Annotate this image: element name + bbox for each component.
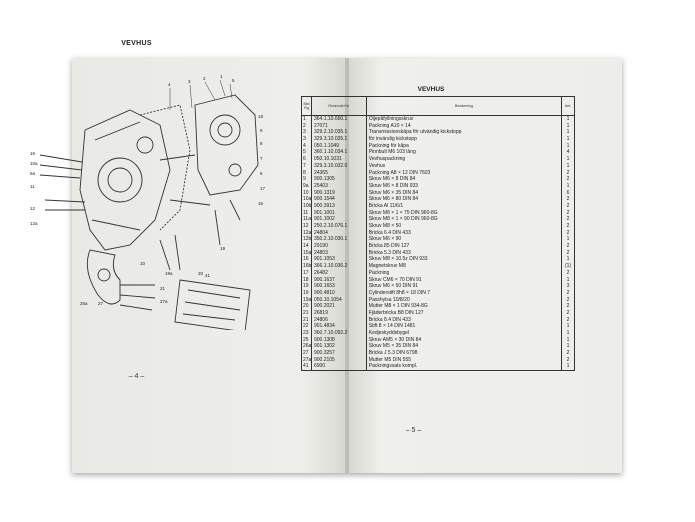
table-row bbox=[302, 250, 574, 257]
row-qty: 2 bbox=[566, 350, 570, 357]
header-name: Benämning bbox=[367, 97, 562, 115]
svg-text:27: 27 bbox=[98, 301, 104, 306]
svg-text:12: 12 bbox=[30, 206, 36, 211]
table-row bbox=[302, 223, 574, 230]
left-page-title: VEVHUS bbox=[121, 40, 152, 47]
row-number: 350.2.10.030.1 bbox=[312, 236, 367, 243]
table-row bbox=[302, 203, 574, 210]
svg-text:5: 5 bbox=[232, 78, 235, 83]
table-row bbox=[302, 176, 574, 183]
row-qty: 1 bbox=[566, 343, 570, 350]
row-pos: 14 bbox=[302, 243, 312, 250]
row-qty: 2 bbox=[566, 223, 570, 229]
row-name: Passhylsa 10/8/20 bbox=[367, 297, 562, 304]
row-name: Skruv M6 × 8 DIN 933 bbox=[367, 183, 562, 190]
svg-text:26a: 26a bbox=[80, 301, 88, 306]
row-number: 26482 bbox=[312, 270, 367, 277]
row-number: 900.3257 bbox=[312, 350, 367, 357]
row-pos: 17 bbox=[302, 270, 312, 277]
row-name: Bricka 8.4 DIN 433 bbox=[367, 317, 562, 324]
row-qty: 2 bbox=[566, 249, 570, 256]
row-number: 329.2.10.035.1 bbox=[312, 129, 367, 136]
table-header bbox=[302, 97, 574, 116]
row-qty: 2 bbox=[566, 296, 570, 303]
row-name: Skruv M6 × 90 bbox=[367, 236, 562, 243]
row-pos: 8 bbox=[302, 170, 312, 177]
row-name: Mutter M5 DIN 555 bbox=[367, 357, 562, 364]
table-row bbox=[302, 190, 574, 197]
row-pos: 11 bbox=[302, 210, 312, 217]
svg-text:19a: 19a bbox=[165, 271, 173, 276]
table-row bbox=[302, 143, 574, 150]
svg-text:41: 41 bbox=[205, 273, 211, 278]
row-qty: 1 bbox=[566, 276, 570, 283]
row-name: Magnetskruv M8 bbox=[367, 263, 562, 270]
row-name: Cylinderstift 8h8 × 18 DIN 7 bbox=[367, 290, 562, 297]
row-number: 24365 bbox=[312, 170, 367, 177]
row-pos: 1 bbox=[302, 116, 312, 123]
row-qty: 1 bbox=[566, 136, 570, 143]
row-name: Skruv M8 × 1 × 75 DIN 960-8G bbox=[367, 210, 562, 217]
row-name: Skruv CM6 × 70 DIN 91 bbox=[367, 277, 562, 284]
row-name: Packning A10 × 14 bbox=[367, 123, 562, 130]
svg-text:3: 3 bbox=[188, 79, 191, 84]
svg-text:9a: 9a bbox=[30, 171, 36, 176]
row-name: Bricka 85 DIN 127 bbox=[367, 243, 562, 250]
row-qty: 2 bbox=[566, 169, 570, 176]
row-name: Skruv M8 × 10.5z DIN 933 bbox=[367, 256, 562, 263]
row-name: Skruv M6 × 50 DIN 91 bbox=[367, 283, 562, 290]
row-qty: 1 bbox=[566, 363, 570, 370]
row-number: 27071 bbox=[312, 123, 367, 130]
row-qty: 2 bbox=[566, 176, 570, 183]
row-name: Transmissionskåpa för utvändig kickstopp bbox=[367, 129, 562, 136]
row-pos: 18 bbox=[302, 277, 312, 284]
table-row bbox=[302, 136, 574, 143]
row-number: 901.1001 bbox=[312, 210, 367, 217]
row-name: Mutter M8 × 1 DIN 934-8G bbox=[367, 303, 562, 310]
right-page-title: VEVHUS bbox=[417, 86, 445, 93]
row-pos: 12b bbox=[303, 236, 312, 243]
row-number: 900.1653 bbox=[312, 283, 367, 290]
table-row bbox=[302, 337, 574, 344]
row-pos: 5 bbox=[302, 149, 312, 156]
row-name: Skruv M6 × 8 DIN 84 bbox=[367, 176, 562, 183]
row-name: Bricka J 5.3 DIN 6798 bbox=[367, 350, 562, 357]
row-pos: 19 bbox=[302, 290, 312, 297]
row-qty: 4 bbox=[566, 149, 570, 156]
row-pos: 4 bbox=[302, 143, 312, 150]
svg-text:20: 20 bbox=[198, 271, 204, 276]
row-name: Pinnbult M6 103 lång bbox=[367, 149, 562, 156]
row-number: 366.1.10.036.2 bbox=[312, 263, 367, 270]
row-number: 901.4834 bbox=[312, 323, 367, 330]
row-qty: 1 bbox=[566, 330, 570, 336]
table-row bbox=[302, 283, 574, 290]
row-pos: 7 bbox=[302, 163, 312, 170]
row-pos: 23 bbox=[302, 330, 312, 337]
row-qty: 2 bbox=[566, 303, 570, 310]
table-row bbox=[302, 230, 574, 237]
table-row bbox=[302, 243, 574, 250]
row-name: Skruv M6 × 80 DIN 84 bbox=[367, 196, 562, 203]
row-pos: 11a bbox=[303, 216, 311, 223]
table-row bbox=[302, 270, 574, 277]
row-pos: 15a bbox=[303, 249, 312, 256]
row-number: 24806 bbox=[312, 317, 367, 324]
row-pos: 41 bbox=[302, 363, 312, 370]
row-name: Vevhuspackning bbox=[367, 156, 562, 163]
row-number: 250.2.10.076.1 bbox=[312, 223, 367, 230]
row-qty: 2 bbox=[566, 289, 570, 296]
row-pos: 21 bbox=[302, 317, 312, 324]
row-name: Bricka 5.3 DIN 433 bbox=[367, 250, 562, 257]
row-name: Skruv M5 × 35 DIN 84 bbox=[367, 343, 562, 350]
row-name: Fjäderbricka B8 DIN 127 bbox=[367, 310, 562, 317]
row-pos: 10b bbox=[303, 202, 312, 209]
row-number: 25403 bbox=[312, 183, 367, 190]
svg-text:8: 8 bbox=[260, 141, 263, 146]
row-qty: 3 bbox=[566, 283, 570, 290]
row-name: Vevhus bbox=[367, 163, 562, 170]
row-pos: 16b bbox=[303, 263, 312, 270]
row-number: 050.10.1054 bbox=[312, 297, 367, 304]
row-name: Packningssats kompl. bbox=[367, 363, 562, 370]
row-qty: 2 bbox=[566, 309, 570, 316]
row-name: Packning A8 × 12 DIN 7603 bbox=[367, 170, 562, 177]
row-pos: 19 bbox=[302, 283, 312, 290]
left-page-number: – 4 – bbox=[128, 373, 145, 380]
svg-text:10: 10 bbox=[140, 261, 146, 266]
svg-text:17: 17 bbox=[260, 186, 265, 191]
row-qty: 2 bbox=[566, 196, 570, 203]
row-number: 329.3.10.035.1 bbox=[312, 136, 367, 143]
row-name: Stift 8 × 14 DIN 1481 bbox=[367, 323, 562, 330]
table-row bbox=[302, 256, 574, 263]
row-pos: 10a bbox=[303, 196, 312, 203]
callout-4: 4 bbox=[168, 82, 171, 87]
row-qty: 1 bbox=[566, 129, 570, 136]
row-name: Kedjeskyddsbygel bbox=[367, 330, 562, 337]
table-row bbox=[302, 357, 574, 364]
table-row bbox=[302, 129, 574, 136]
row-pos: 25 bbox=[302, 337, 312, 344]
parts-table bbox=[301, 96, 575, 371]
svg-text:16: 16 bbox=[258, 201, 264, 206]
row-qty: 2 bbox=[566, 216, 570, 223]
row-qty: 1 bbox=[566, 323, 570, 330]
row-qty: 1 bbox=[566, 142, 570, 149]
row-name: Skruv M6 × 35 DIN 84 bbox=[367, 190, 562, 197]
table-row bbox=[302, 210, 574, 217]
svg-text:16: 16 bbox=[30, 151, 36, 156]
table-row bbox=[302, 183, 574, 190]
table-row bbox=[302, 330, 574, 337]
table-row bbox=[302, 323, 574, 330]
row-pos: 27 bbox=[302, 350, 312, 357]
row-qty: 1 bbox=[566, 236, 570, 243]
row-name: Skruv M8 × 1 × 90 DIN 960-8G bbox=[367, 216, 562, 223]
table-row bbox=[302, 196, 574, 203]
row-number: 900.2105 bbox=[312, 357, 367, 364]
header-qty: Ant. bbox=[564, 104, 572, 108]
svg-text:18: 18 bbox=[258, 114, 264, 119]
row-qty: 1 bbox=[566, 256, 570, 263]
row-pos: 26a bbox=[303, 343, 312, 350]
row-qty: 2 bbox=[566, 243, 570, 250]
exploded-crankcase-diagram bbox=[20, 70, 265, 330]
table-row bbox=[302, 363, 574, 370]
svg-text:2: 2 bbox=[203, 76, 206, 81]
row-pos: 9a bbox=[302, 183, 312, 190]
table-row bbox=[302, 156, 574, 163]
row-number: 900.3913 bbox=[312, 203, 367, 210]
header-number: Reservdel Nr bbox=[312, 97, 367, 115]
row-number: 6900 bbox=[312, 363, 367, 370]
table-row bbox=[302, 297, 574, 304]
row-qty: 1 bbox=[566, 182, 570, 189]
row-qty: 2 bbox=[566, 269, 570, 276]
svg-text:12a: 12a bbox=[30, 221, 38, 226]
row-number: 900.4810 bbox=[312, 290, 367, 297]
row-pos: 16 bbox=[302, 256, 312, 263]
row-number: 900.1319 bbox=[312, 190, 367, 197]
table-row bbox=[302, 303, 574, 310]
row-qty: 1 bbox=[566, 162, 570, 169]
row-number: 900.1308 bbox=[312, 337, 367, 344]
svg-text:7: 7 bbox=[260, 156, 263, 161]
table-row bbox=[302, 290, 574, 297]
row-pos: 20 bbox=[302, 303, 312, 310]
row-qty: 1 bbox=[566, 122, 570, 129]
svg-text:1: 1 bbox=[220, 74, 223, 79]
row-number: 329.3.10.032.0 bbox=[312, 163, 367, 170]
chain-guard bbox=[87, 250, 120, 304]
table-body bbox=[302, 116, 574, 370]
row-number: 360.7.10.092.2 bbox=[312, 330, 367, 337]
gasket-set bbox=[175, 280, 250, 330]
row-number: 24804 bbox=[312, 230, 367, 237]
row-number: 901.1302 bbox=[312, 343, 367, 350]
row-qty: 1 bbox=[566, 116, 570, 122]
table-row bbox=[302, 216, 574, 223]
gasket bbox=[140, 105, 190, 230]
table-row bbox=[302, 149, 574, 156]
table-row bbox=[302, 277, 574, 284]
row-number: 364.1.10.660.1 bbox=[312, 116, 367, 123]
svg-text:6: 6 bbox=[260, 171, 263, 176]
row-qty: 2 bbox=[566, 316, 570, 323]
row-qty: 1 bbox=[566, 156, 570, 163]
row-pos: 19a bbox=[303, 296, 312, 303]
row-name: Packning för kåpa bbox=[367, 143, 562, 150]
crankcase-half-left bbox=[80, 110, 170, 250]
table-row bbox=[302, 350, 574, 357]
row-qty: 6 bbox=[566, 189, 570, 196]
row-pos: 12 bbox=[302, 223, 312, 230]
row-number: 26819 bbox=[312, 310, 367, 317]
header-pos: Bild Fig bbox=[302, 97, 312, 115]
row-pos: 3 bbox=[302, 136, 312, 143]
row-qty: 1 bbox=[566, 336, 570, 343]
table-row bbox=[302, 116, 574, 123]
svg-text:11: 11 bbox=[30, 184, 35, 189]
table-row bbox=[302, 263, 574, 270]
row-number: 050.10.1031 bbox=[312, 156, 367, 163]
row-qty: 2 bbox=[566, 356, 570, 363]
svg-text:19: 19 bbox=[220, 246, 226, 251]
row-number: 900.1305 bbox=[312, 176, 367, 183]
svg-text:27a: 27a bbox=[160, 299, 168, 304]
row-number: 360.1.10.034.1 bbox=[312, 149, 367, 156]
row-name: Bricka Al 11/6/1 bbox=[367, 203, 562, 210]
row-pos: 10 bbox=[302, 190, 312, 197]
row-name: för invändig kickstopp bbox=[367, 136, 562, 143]
row-pos: 2 bbox=[302, 123, 312, 130]
table-row bbox=[302, 236, 574, 243]
row-pos: 6 bbox=[302, 156, 312, 163]
row-number: 900.2021 bbox=[312, 303, 367, 310]
table-row bbox=[302, 343, 574, 350]
row-name: Skruv M8 × 50 bbox=[367, 223, 562, 230]
row-qty: 2 bbox=[566, 229, 570, 236]
row-number: 900.1637 bbox=[312, 277, 367, 284]
table-row bbox=[302, 170, 574, 177]
row-qty: (1) bbox=[564, 263, 572, 270]
table-row bbox=[302, 317, 574, 324]
row-name: Bricka 6.4 DIN 433 bbox=[367, 230, 562, 237]
row-name: Oljepåfyllningsskruv bbox=[367, 116, 562, 123]
table-row bbox=[302, 163, 574, 170]
svg-text:9: 9 bbox=[260, 128, 263, 133]
row-name: Packning bbox=[367, 270, 562, 277]
row-number: 901.1053 bbox=[312, 256, 367, 263]
table-row bbox=[302, 310, 574, 317]
row-qty: 2 bbox=[566, 209, 570, 216]
row-pos: 22 bbox=[302, 323, 312, 330]
row-number: 29190 bbox=[312, 243, 367, 250]
row-name: Skruv AM5 × 30 DIN 84 bbox=[367, 337, 562, 344]
svg-text:21: 21 bbox=[160, 286, 166, 291]
row-pos: 3 bbox=[302, 129, 312, 136]
row-number: 24803 bbox=[312, 250, 367, 257]
row-pos: 12a bbox=[303, 229, 312, 236]
row-number: 901.1002 bbox=[312, 216, 367, 223]
row-number: 050.1.1049 bbox=[312, 143, 367, 150]
row-pos: 21 bbox=[302, 310, 312, 317]
right-page-number: – 5 – bbox=[405, 427, 422, 434]
row-number: 900.1544 bbox=[312, 196, 367, 203]
svg-text:10a: 10a bbox=[30, 161, 38, 166]
row-qty: 2 bbox=[566, 202, 570, 209]
row-pos: 9 bbox=[302, 176, 312, 183]
row-pos: 27a bbox=[303, 356, 312, 363]
table-row bbox=[302, 123, 574, 130]
